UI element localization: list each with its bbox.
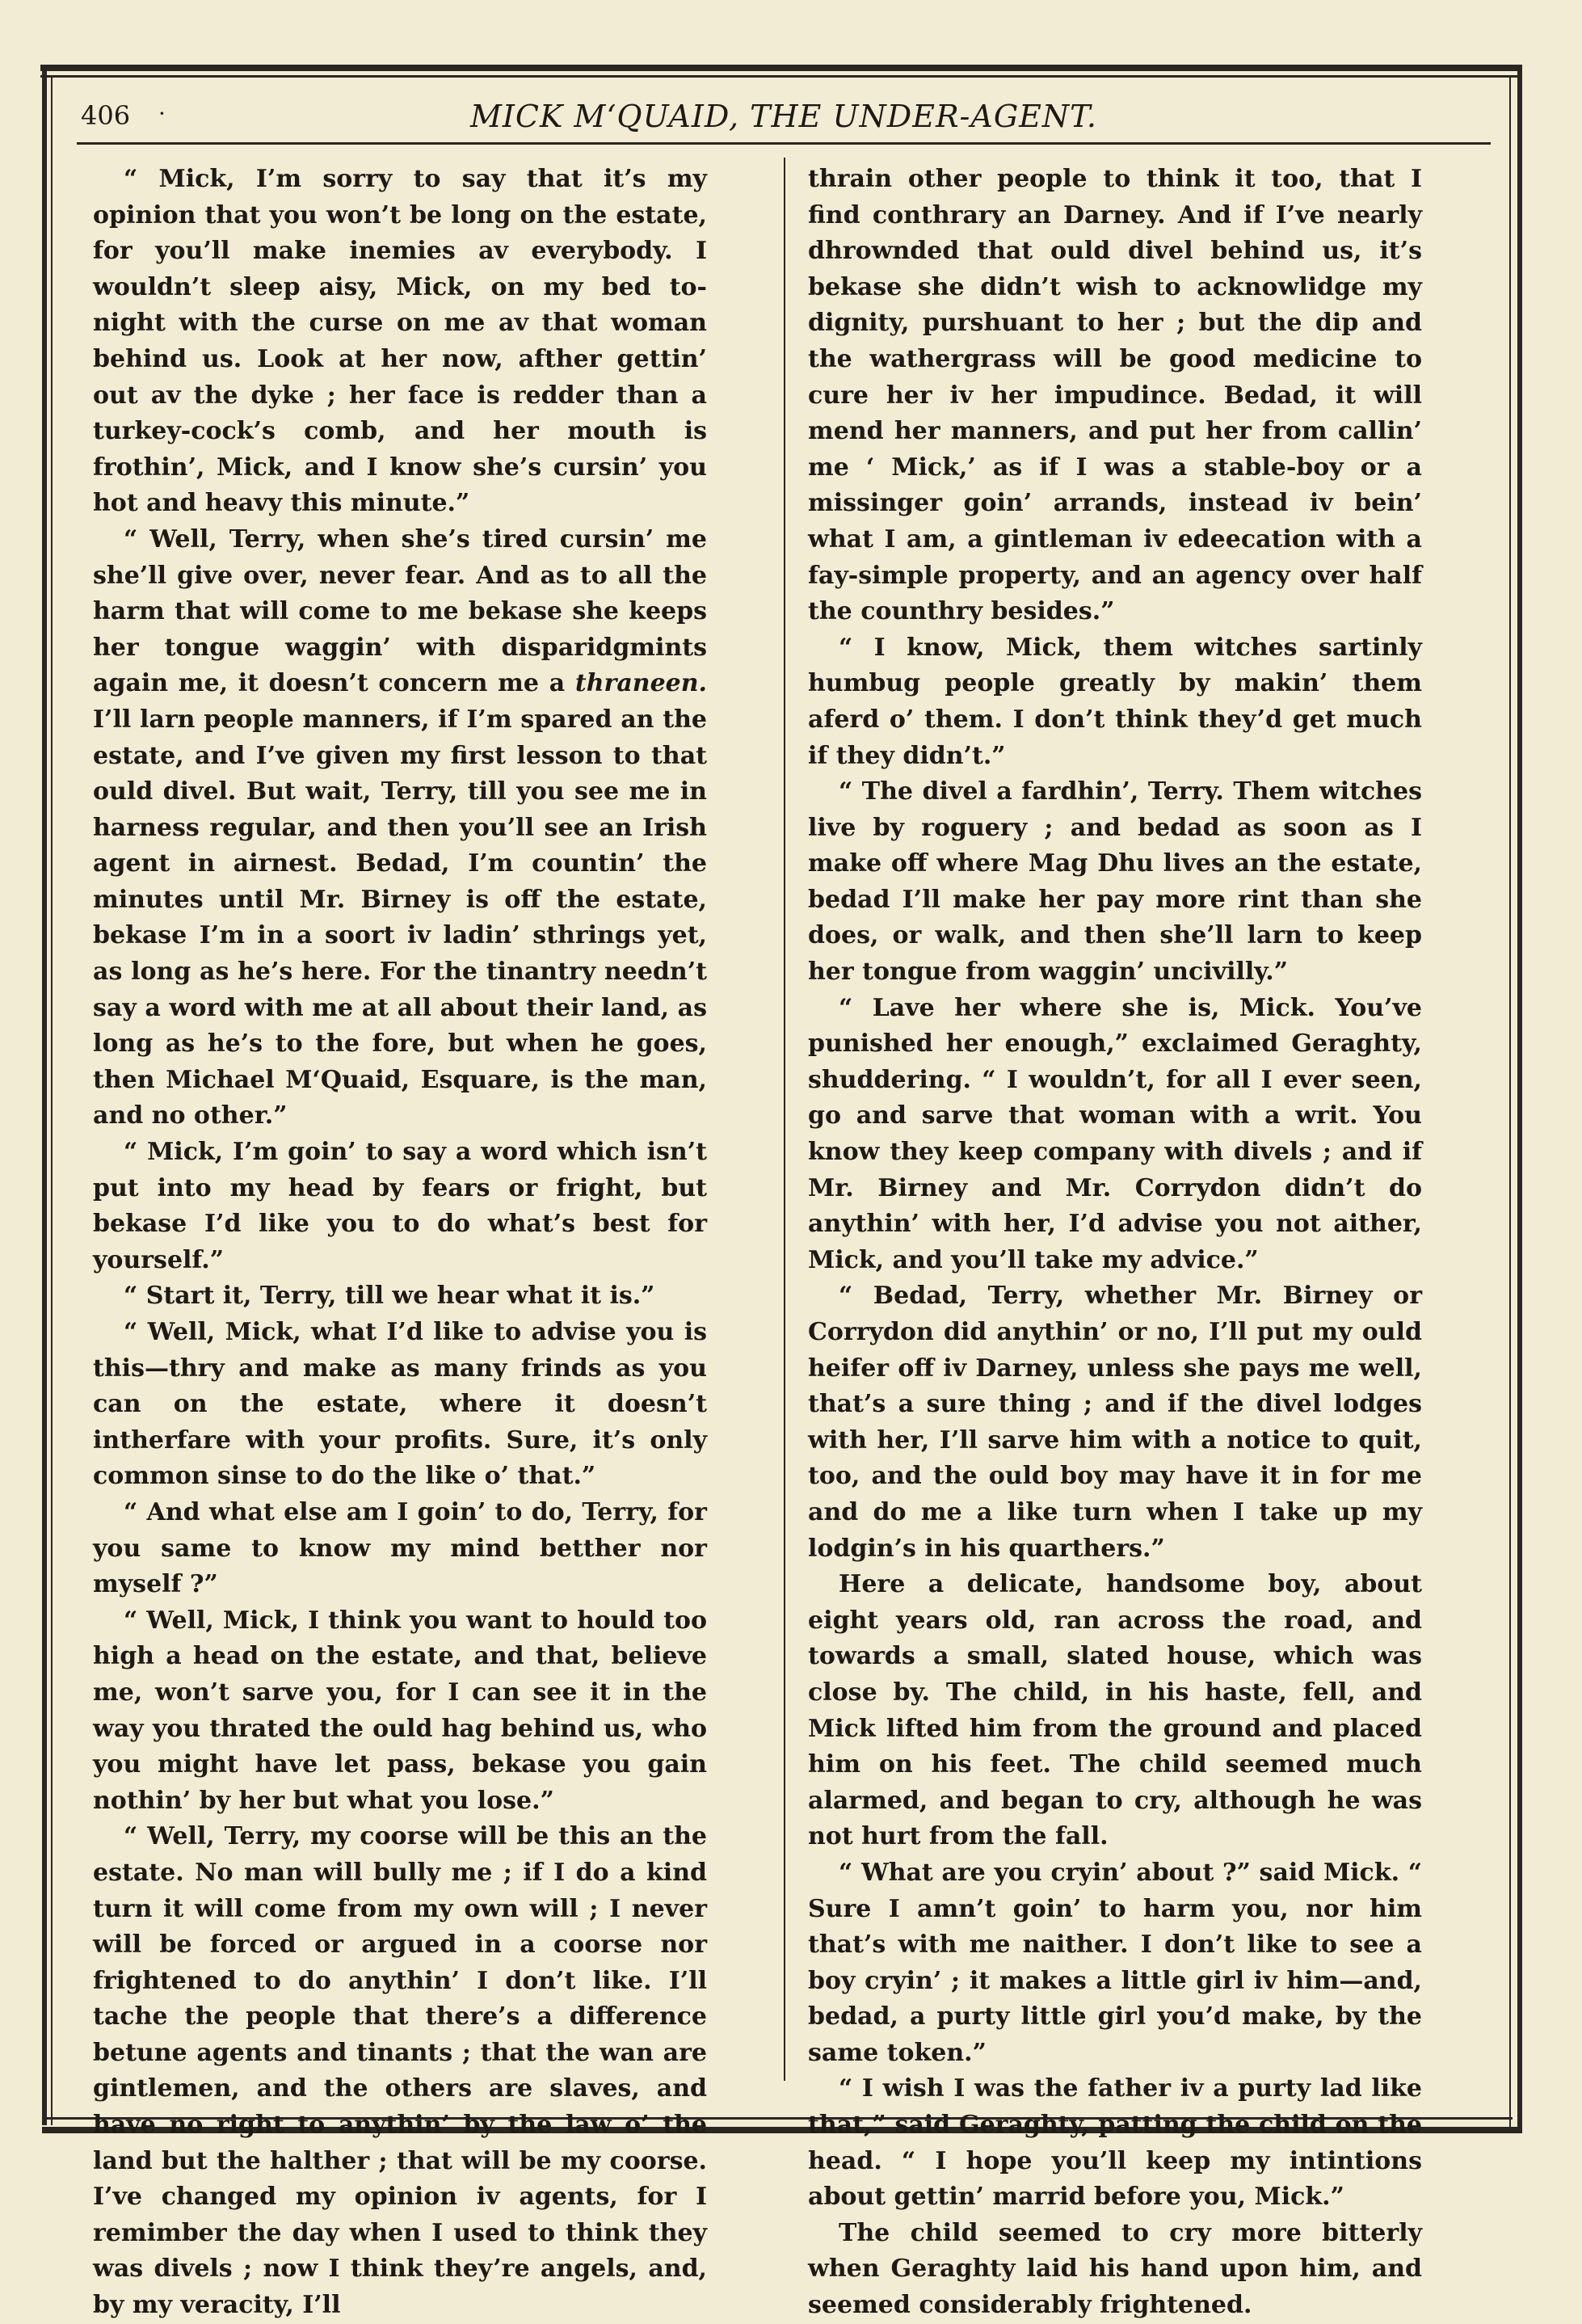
paragraph: “ What are you cryin’ about ?” said Mick. “ Sure I amn’t goin’ to harm you, nor him that’s with me naither. I don’t like to see a boy cryin’ ; it makes a little girl iv him—and, bedad, a purty little girl you’d make, by the same token.” <box>808 1858 1422 2067</box>
top-border-rule <box>40 65 1519 71</box>
right-border-rule <box>1517 65 1522 2133</box>
text-span: I’ll larn people manners, if I’m spared an the estate, and I’ve given my first lesson to that ould divel. But wait, Terry, till you see me in harness regular, and then you’ll see an Irish agent in airnest. Bedad, I’m countin’ the minutes until Mr. Birney is off the estate, bekase I’m in a soort iv ladin’ sthrings yet, as long as he’s here. For the tinantry needn’t say a word with me at all about their land, as long as he’s to the fore, but when he goes, then Michael M‘Quaid, Esquare, is the man, and no other.” <box>93 705 707 1130</box>
header-rule <box>77 142 1491 145</box>
left-border-rule <box>42 65 47 2125</box>
left-column <box>93 162 707 2324</box>
paragraph: “ Mick, I’m sorry to say that it’s my opinion that you won’t be long on the estate, for you’ll make inemies av everybody. I wouldn’t sleep aisy, Mick, on my bed to-night with the curse on me av that woman behind us. Look at her now, afther gettin’ out av the dyke ; her face is redder than a turkey-cock’s comb, and her mouth is frothin’, Mick, and I know she’s cursin’ you hot and heavy this minute.” <box>93 165 707 518</box>
paragraph-continued: thrain other people to think it too, that I find conthrary an Darney. And if I’ve nearly dhrownded that ould divel behind us, it’s bekase she didn’t wish to acknowlidge my dignity, purshuant to her ; but the dip and the wathergrass will be good medicine to cure her iv her impudince. Bedad, it will mend her manners, and put her from callin’ me ‘ Mick,’ as if I was a stable-boy or a missinger goin’ arrands, instead iv bein’ what I am, a gintleman iv edeecation with a fay-simple property, and an agency over half the counthry besides.” <box>808 165 1422 626</box>
top-border-thin-rule <box>40 75 1519 78</box>
paragraph: “ Well, Terry, my coorse will be this an the estate. No man will bully me ; if I do a kind turn it will come from my own will ; I never will be forced or argued in a coorse nor frightened to do anythin’ I don’t like. I’ll tache the people that there’s a difference betune agents and tinants ; that the wan are gintlemen, and the others are slaves, and have no right to anythin’ by the law o’ the land but the halther ; that will be my coorse. I’ve changed my opinion iv agents, for I remimber the day when I used to think they was divels ; now I think they’re angels, and, by my veracity, I’ll <box>93 1822 707 2320</box>
paragraph: “ I know, Mick, them witches sartinly humbug people greatly by makin’ them aferd o’ them. I don’t think they’d get much if they didn’t.” <box>808 633 1422 770</box>
paragraph: “ Lave her where she is, Mick. You’ve punished her enough,” exclaimed Geraghty, shuddering. “ I wouldn’t, for all I ever seen, go and sarve that woman with a writ. You know they keep company with divels ; and if Mr. Birney and Mr. Corrydon didn’t do anythin’ with her, I’d advise you not aither, Mick, and you’ll take my advice.” <box>808 993 1422 1274</box>
paragraph: “ Start it, Terry, till we hear what it is.” <box>124 1282 655 1311</box>
paragraph: “ The divel a fardhin’, Terry. Them witches live by roguery ; and bedad as soon as I make off where Mag Dhu lives an the estate, bedad I’ll make her pay more rint than she does, or walk, and then she’ll larn to keep her tongue from waggin’ uncivilly.” <box>808 777 1422 987</box>
paragraph: The child seemed to cry more bitterly when Geraghty laid his hand upon him, and seemed considerably frightened. <box>808 2218 1422 2320</box>
left-border-thin-rule <box>51 78 53 2125</box>
paragraph: “ Mick, I’m goin’ to say a word which isn’t put into my head by fears or fright, but bekase I’d like you to do what’s best for yourself.” <box>93 1138 707 1274</box>
right-column <box>808 162 1422 2324</box>
right-border-thin-rule <box>1509 78 1511 2130</box>
paragraph: “ Well, Mick, what I’d like to advise you is this—thry and make as many frinds as you can on the estate, where it doesn’t intherfare with your profits. Sure, it’s only common sinse to do the like o’ that.” <box>93 1318 707 1491</box>
paragraph: “ Well, Mick, I think you want to hould too high a head on the estate, and that, believe me, won’t sarve you, for I can see it in the way you thrated the ould hag behind us, who you might have let pass, bekase you gain nothin’ by her but what you lose.” <box>93 1606 707 1815</box>
paragraph: Here a delicate, handsome boy, about eight years old, ran across the road, and towards a small, slated house, which was close by. The child, in his haste, fell, and Mick lifted him from the ground and placed him on his feet. The child seemed much alarmed, and began to cry, although he was not hurt from the fall. <box>808 1570 1422 1851</box>
paragraph: “ Bedad, Terry, whether Mr. Birney or Corrydon did anythin’ or no, I’ll put my ould heifer off iv Darney, unless she pays me well, that’s a sure thing ; and if the divel lodges with her, I’ll sarve him with a notice to quit, too, and the ould boy may have it in for me and do me a like turn when I take up my lodgin’s in his quarthers.” <box>808 1282 1422 1563</box>
running-title: MICK M‘QUAID, THE UNDER-AGENT. <box>469 99 1098 134</box>
paragraph <box>93 522 707 1135</box>
column-divider <box>784 158 785 2081</box>
paragraph: “ I wish I was the father iv a purty lad like that,” said Geraghty, patting the child on the head. “ I hope you’ll keep my intintions about gettin’ marrid before you, Mick.” <box>808 2074 1422 2212</box>
paragraph: “ And what else am I goin’ to do, Terry, for you same to know my mind betther nor myself ?” <box>93 1497 707 1599</box>
page-number: 406 <box>81 100 131 131</box>
text-span: “ Well, Terry, when she’s tired cursin’ me she’ll give over, never fear. And as to all the harm that will come to me bekase she keeps her tongue waggin’ with disparidgmints again me, it doesn’t concern me a <box>93 524 707 698</box>
header-separator: · <box>158 100 166 127</box>
page-header <box>81 95 1487 136</box>
italic-word: thraneen. <box>574 669 707 698</box>
